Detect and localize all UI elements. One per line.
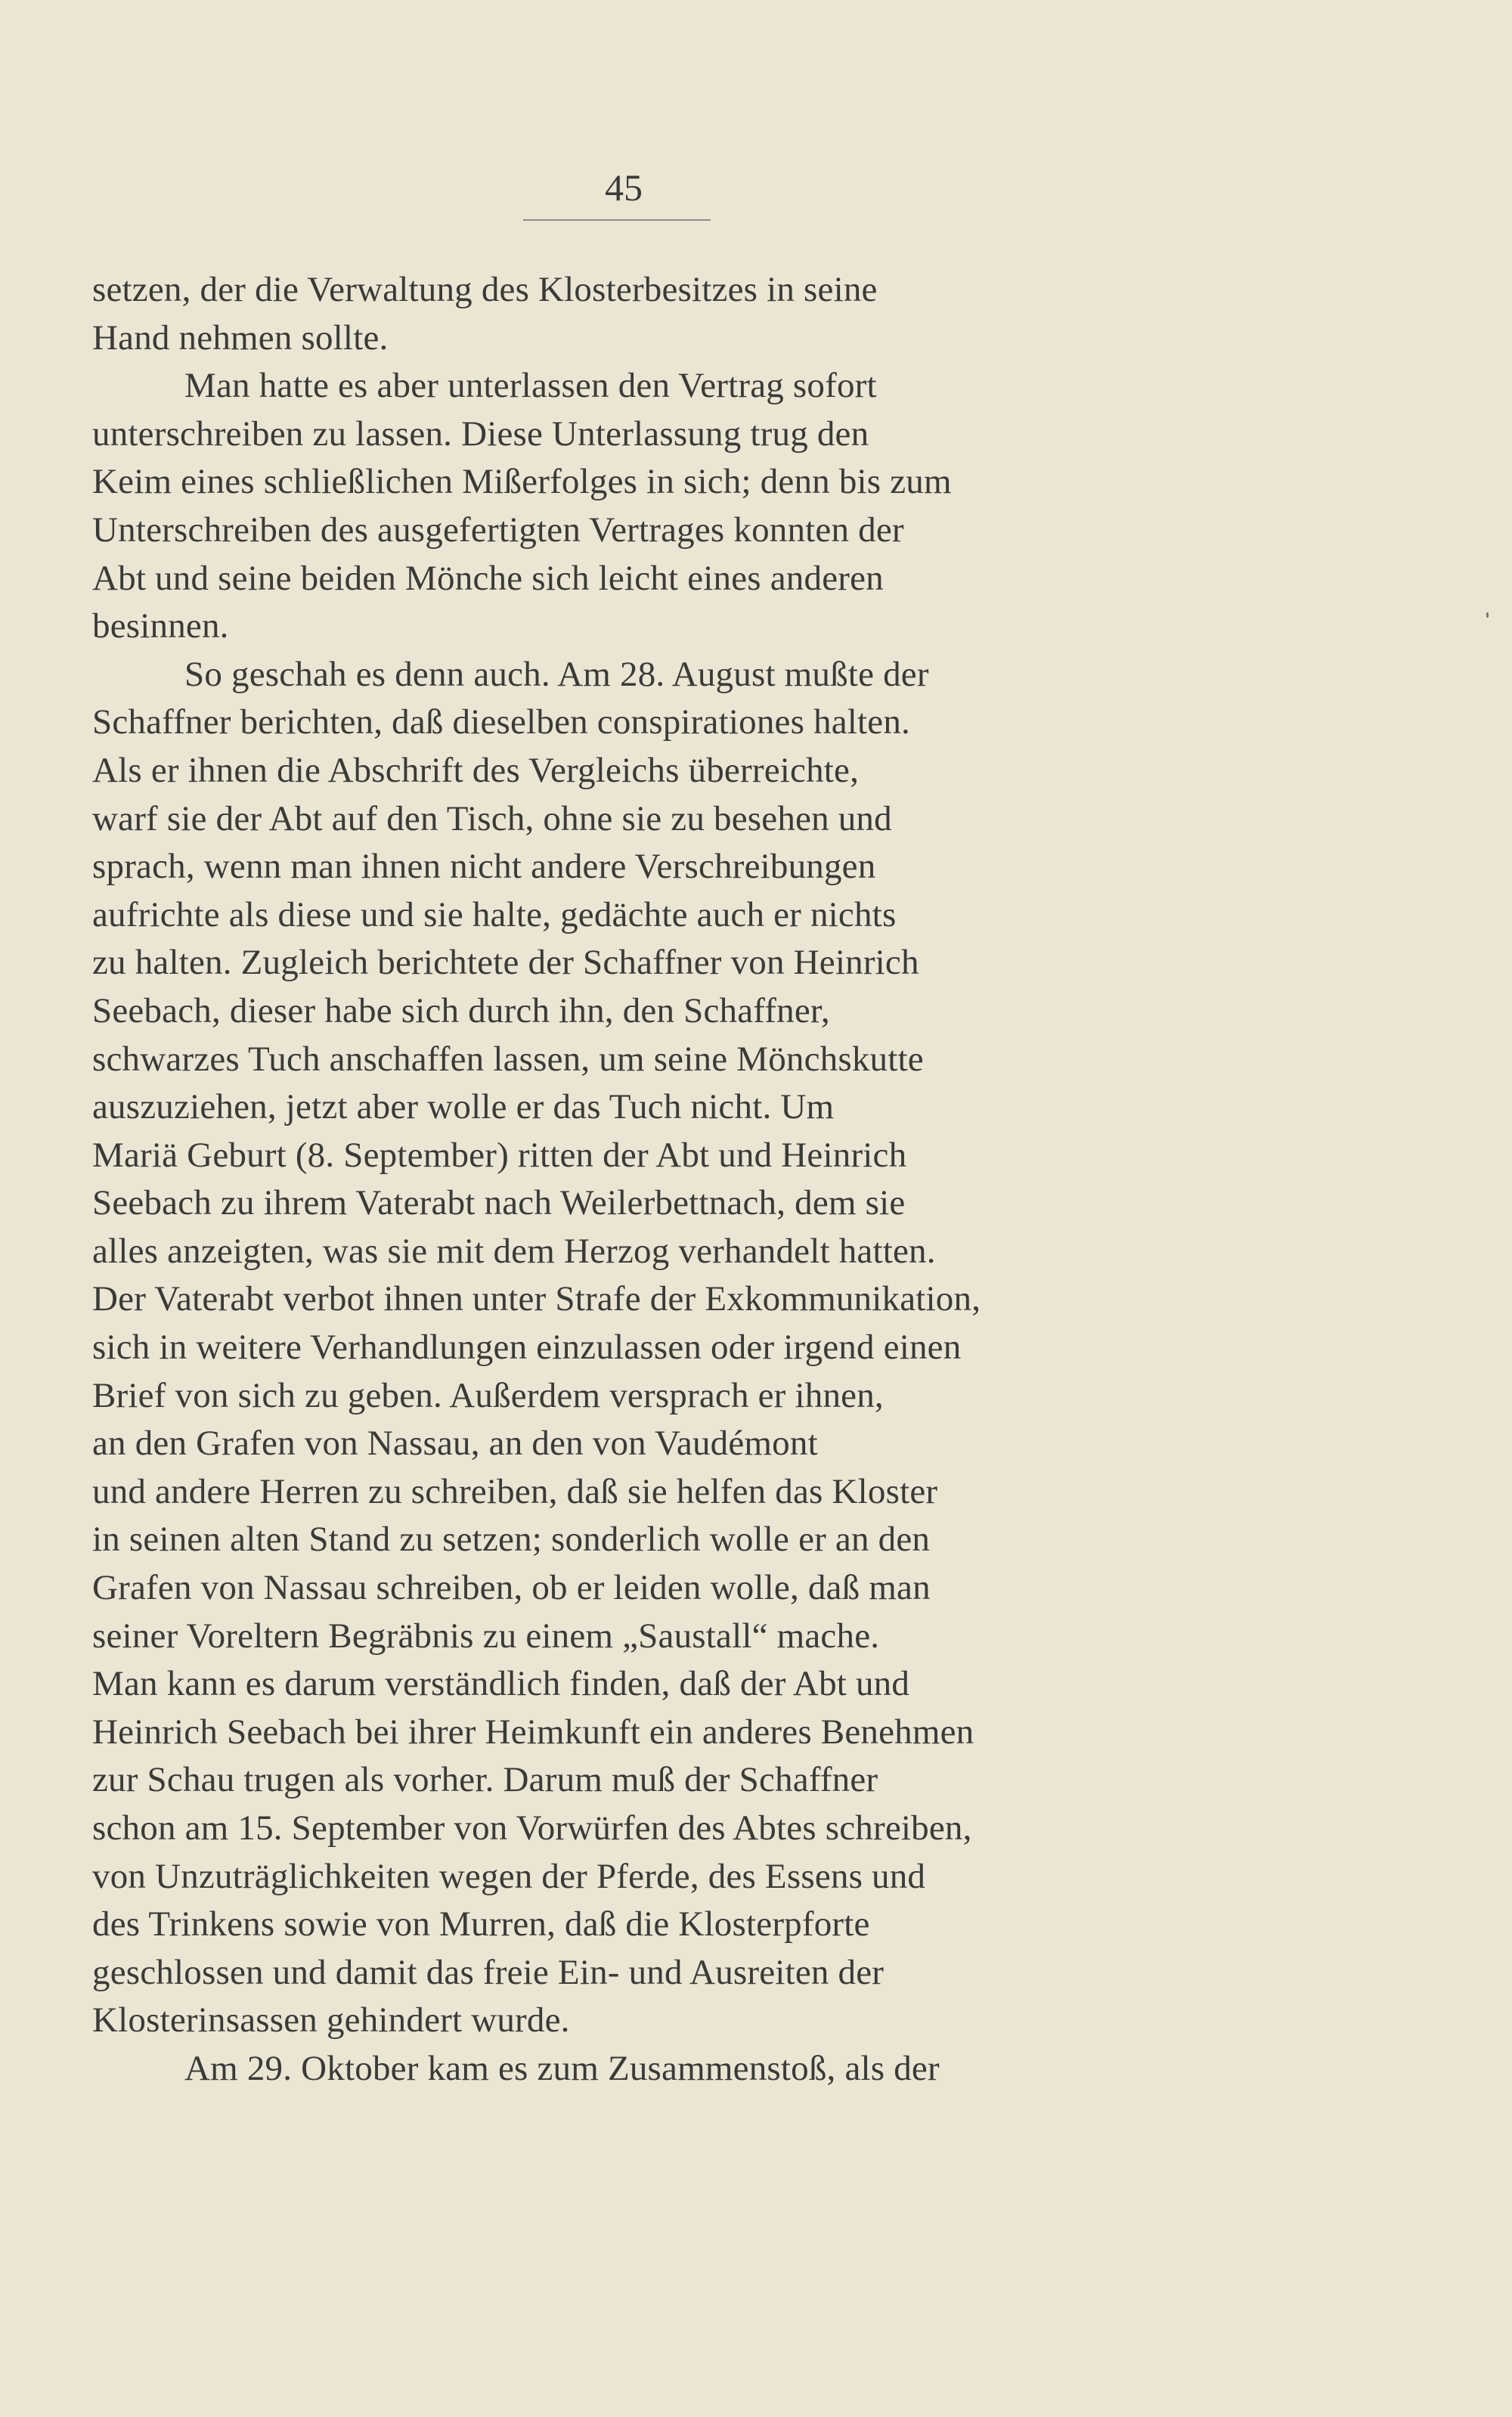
scan-speck [1486, 612, 1489, 618]
text-line: Keim eines schließlichen Mißerfolges in sich; denn bis zum [92, 462, 952, 502]
text-line: Hand nehmen sollte. [92, 318, 389, 358]
text-line: seiner Voreltern Begräbnis zu einem „Saustall“ mache. [92, 1616, 880, 1656]
text-line: Mariä Geburt (8. September) ritten der Abt und Heinrich [92, 1135, 907, 1175]
paragraph [92, 2045, 1143, 2093]
text-line: aufrichte als diese und sie halte, gedächte auch er nichts [92, 894, 897, 934]
text-line: Brief von sich zu geben. Außerdem versprach er ihnen, [92, 1375, 884, 1415]
text-line: alles anzeigten, was sie mit dem Herzog verhandelt hatten. [92, 1231, 936, 1271]
text-line: sprach, wenn man ihnen nicht andere Verschreibungen [92, 847, 876, 887]
paragraph [92, 651, 1143, 2045]
text-line: zu halten. Zugleich berichtete der Schaffner von Heinrich [92, 943, 919, 983]
text-line: Heinrich Seebach bei ihrer Heimkunft ein anderes Benehmen [92, 1712, 974, 1752]
text-line: Der Vaterabt verbot ihnen unter Strafe der Exkommunikation, [92, 1279, 981, 1319]
text-line: So geschah es denn auch. Am 28. August mußte der [184, 654, 929, 694]
text-line: von Unzuträglichkeiten wegen der Pferde, des Essens und [92, 1856, 926, 1896]
text-line: auszuziehen, jetzt aber wolle er das Tuch nicht. Um [92, 1087, 835, 1127]
text-line: Seebach zu ihrem Vaterabt nach Weilerbettnach, dem sie [92, 1183, 906, 1223]
paragraph [92, 266, 1143, 362]
body-text [92, 266, 1143, 2093]
header-rule [523, 219, 711, 221]
text-line: besinnen. [92, 606, 229, 646]
paragraph [92, 362, 1143, 651]
text-line: geschlossen und damit das freie Ein- und Ausreiten der [92, 1952, 885, 1992]
text-line: Man hatte es aber unterlassen den Vertrag sofort [184, 366, 877, 406]
text-line: setzen, der die Verwaltung des Klosterbesitzes in seine [92, 270, 878, 309]
text-line: sich in weitere Verhandlungen einzulassen oder irgend einen [92, 1328, 962, 1368]
text-line: schwarzes Tuch anschaffen lassen, um seine Mönchskutte [92, 1039, 924, 1079]
text-line: zur Schau trugen als vorher. Darum muß der Schaffner [92, 1760, 878, 1800]
text-line: Unterschreiben des ausgefertigten Vertrages konnten der [92, 510, 904, 550]
text-line: an den Grafen von Nassau, an den von Vaudémont [92, 1424, 818, 1464]
text-line: schon am 15. September von Vorwürfen des Abtes schreiben, [92, 1808, 972, 1848]
text-line: in seinen alten Stand zu setzen; sonderlich wolle er an den [92, 1520, 931, 1560]
text-line: des Trinkens sowie von Murren, daß die Klosterpforte [92, 1904, 870, 1944]
text-line: Abt und seine beiden Mönche sich leicht eines anderen [92, 558, 884, 598]
text-line: Als er ihnen die Abschrift des Vergleichs überreichte, [92, 750, 860, 790]
text-line: und andere Herren zu schreiben, daß sie helfen das Kloster [92, 1471, 938, 1511]
text-line: Klosterinsassen gehindert wurde. [92, 2000, 570, 2041]
text-line: warf sie der Abt auf den Tisch, ohne sie zu besehen und [92, 798, 892, 838]
text-line: Grafen von Nassau schreiben, ob er leiden wolle, daß man [92, 1568, 931, 1608]
page-number: 45 [605, 166, 643, 209]
text-line: Am 29. Oktober kam es zum Zusammenstoß, als der [184, 2048, 940, 2088]
text-line: unterschreiben zu lassen. Diese Unterlassung trug den [92, 414, 869, 454]
text-line: Seebach, dieser habe sich durch ihn, den Schaffner, [92, 990, 830, 1030]
text-line: Schaffner berichten, daß dieselben conspirationes halten. [92, 702, 911, 742]
text-line: Man kann es darum verständlich finden, daß der Abt und [92, 1664, 910, 1704]
